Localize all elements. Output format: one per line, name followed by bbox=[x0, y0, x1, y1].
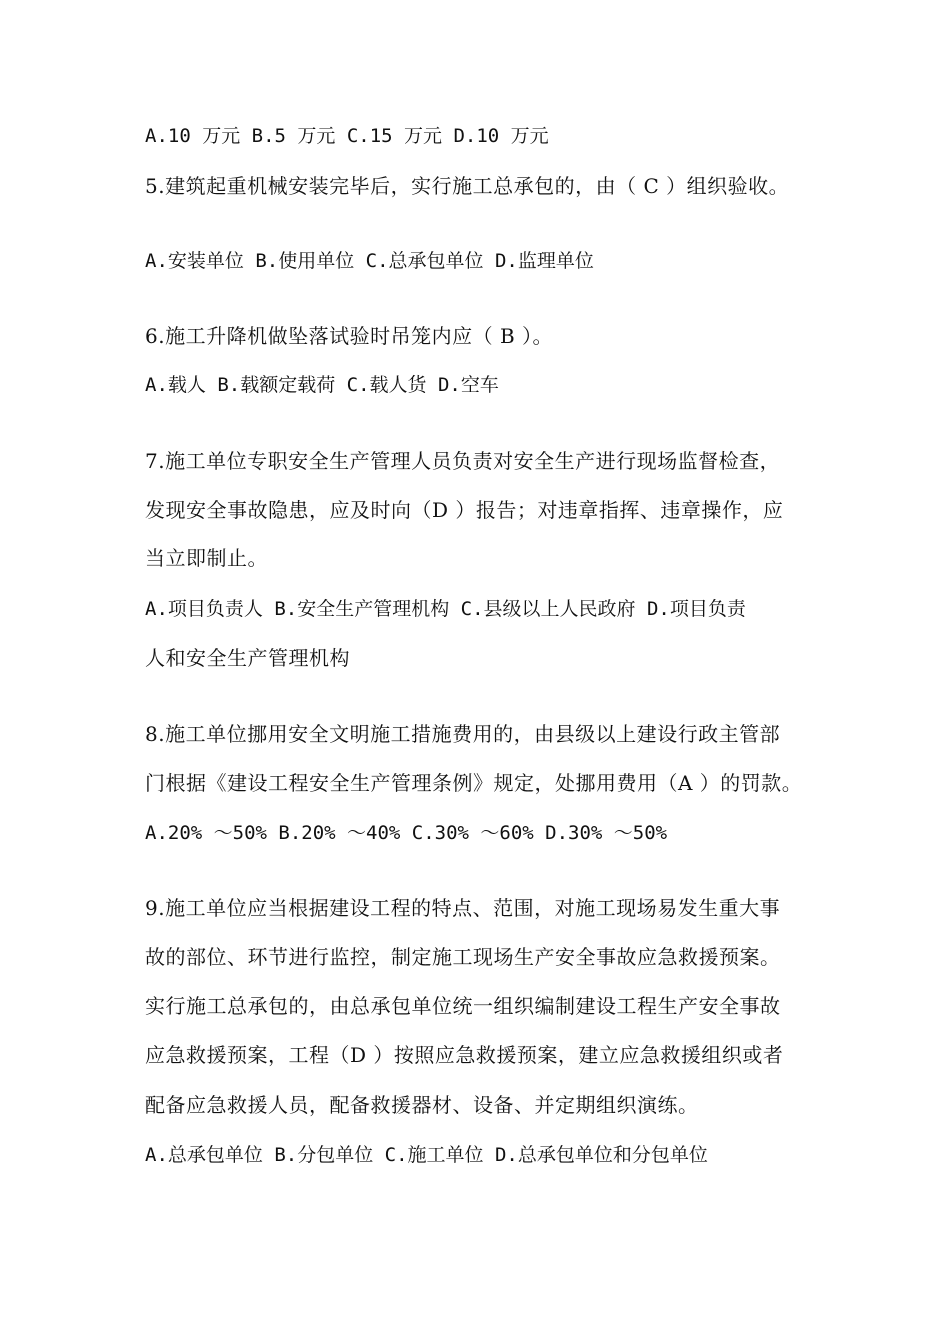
question-7-line-2: 发现安全事故隐患，应及时向（D ）报告；对违章指挥、违章操作，应 bbox=[145, 498, 784, 522]
answer-options-q7-line-2: 人和安全生产管理机构 bbox=[145, 646, 350, 670]
question-9-line-4: 应急救援预案，工程（D ）按照应急救援预案，建立应急救援组织或者 bbox=[145, 1043, 784, 1067]
question-8-line-1: 8.施工单位挪用安全文明施工措施费用的，由县级以上建设行政主管部 bbox=[145, 722, 781, 746]
question-9-line-3: 实行施工总承包的，由总承包单位统一组织编制建设工程生产安全事故 bbox=[145, 994, 781, 1018]
answer-options-q7-line-1: A.项目负责人 B.安全生产管理机构 C.县级以上人民政府 D.项目负责 bbox=[145, 598, 746, 620]
answer-options-q8: A.20% ～50% B.20% ～40% C.30% ～60% D.30% ～50% bbox=[145, 822, 668, 844]
question-8-line-2: 门根据《建设工程安全生产管理条例》规定，处挪用费用（A ）的罚款。 bbox=[145, 771, 803, 795]
question-6: 6.施工升降机做坠落试验时吊笼内应（ B ）。 bbox=[145, 324, 553, 348]
question-9-line-2: 故的部位、环节进行监控，制定施工现场生产安全事故应急救援预案。 bbox=[145, 945, 781, 969]
question-7-line-3: 当立即制止。 bbox=[145, 546, 268, 570]
question-5: 5.建筑起重机械安装完毕后，实行施工总承包的，由（ C ）组织验收。 bbox=[145, 174, 790, 198]
answer-options-q9: A.总承包单位 B.分包单位 C.施工单位 D.总承包单位和分包单位 bbox=[145, 1144, 708, 1166]
question-9-line-1: 9.施工单位应当根据建设工程的特点、范围，对施工现场易发生重大事 bbox=[145, 896, 781, 920]
answer-options-q5: A.安装单位 B.使用单位 C.总承包单位 D.监理单位 bbox=[145, 250, 594, 272]
question-9-line-5: 配备应急救援人员，配备救援器材、设备、并定期组织演练。 bbox=[145, 1093, 699, 1117]
answer-options-q6: A.载人 B.载额定载荷 C.载人货 D.空车 bbox=[145, 374, 499, 396]
question-7-line-1: 7.施工单位专职安全生产管理人员负责对安全生产进行现场监督检查， bbox=[145, 449, 781, 473]
answer-options-q4: A.10 万元 B.5 万元 C.15 万元 D.10 万元 bbox=[145, 125, 549, 147]
